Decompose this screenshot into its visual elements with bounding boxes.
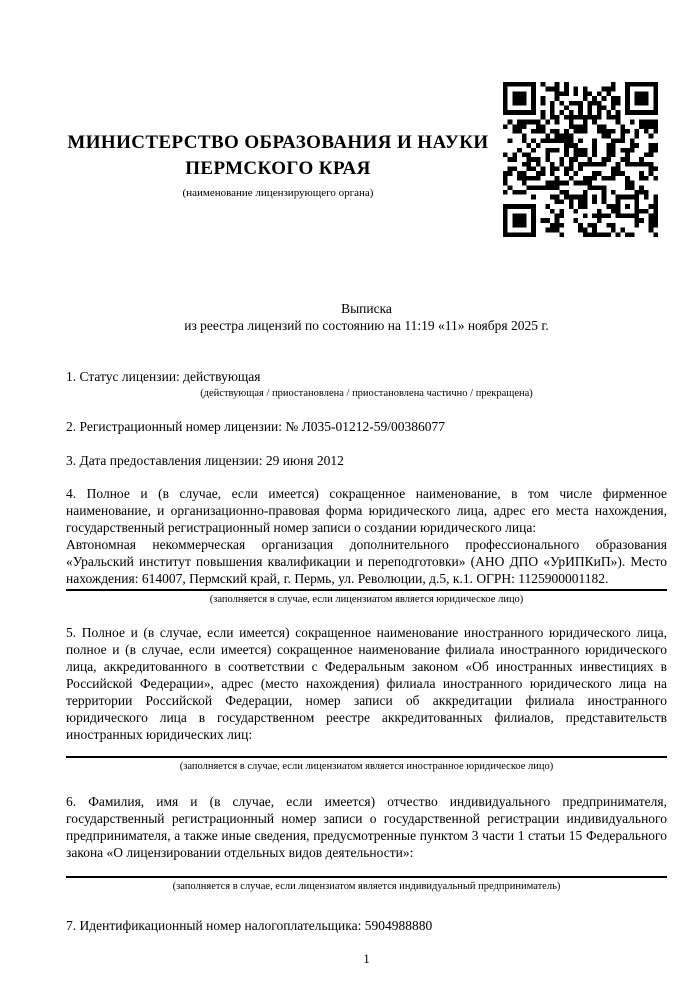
ministry-caption: (наименование лицензирующего органа) xyxy=(182,187,374,199)
item-3-license-date: 3. Дата предоставления лицензии: 29 июня 2012 xyxy=(66,453,344,468)
ministry-name-line2: ПЕРМСКОГО КРАЯ xyxy=(185,158,371,179)
document-subtitle: из реестра лицензий по состоянию на 11:19 «11» ноября 2025 г. xyxy=(184,318,549,333)
page-number: 1 xyxy=(363,951,370,966)
item-1-caption: (действующая / приостановлена / приостановлена частично / прекращена) xyxy=(200,388,533,399)
item-6-caption: (заполняется в случае, если лицензиатом является индивидуальный предприниматель) xyxy=(172,881,561,892)
item-5-caption: (заполняется в случае, если лицензиатом является иностранное юридическое лицо) xyxy=(179,761,554,772)
item-1-status: 1. Статус лицензии: действующая xyxy=(66,369,261,384)
document-title: Выписка xyxy=(341,301,392,316)
fill-in-line xyxy=(66,756,667,758)
document-body xyxy=(66,300,667,967)
item-7-taxpayer-id: 7. Идентификационный номер налогоплательщика: 5904988880 xyxy=(66,918,433,933)
fill-in-line xyxy=(66,589,667,591)
item-2-registration-number: 2. Регистрационный номер лицензии: № Л035-01212-59/00386077 xyxy=(66,419,446,434)
ministry-name-line1: МИНИСТЕРСТВО ОБРАЗОВАНИЯ И НАУКИ xyxy=(67,132,489,153)
item-4-caption: (заполняется в случае, если лицензиатом является юридическое лицо) xyxy=(209,594,524,605)
ministry-header xyxy=(66,130,490,200)
item-4-answer: Автономная некоммерческая организация дополнительного профессионального образования «Уральский институт повышения квалификации и переподготовки» (АНО ДПО «УрИПКиП»). Место нахождения: 614007, Пермский край, г. Пермь, ул. Революции, д.5, к.1. ОГРН: 1125900001182. xyxy=(66,537,667,586)
qr-code xyxy=(503,82,658,237)
item-6-question: 6. Фамилия, имя и (в случае, если имеется) отчество индивидуального предпринимателя, государственный регистрационный номер записи о государственной регистрации индивидуального предпринимателя, а также иные сведения, предусмотренные пунктом 3 части 1 статьи 15 Федерального закона «О лицензировании отдельных видов деятельности»: xyxy=(66,794,667,860)
fill-in-line xyxy=(66,876,667,878)
item-5-question: 5. Полное и (в случае, если имеется) сокращенное наименование иностранного юридического лица, полное и (в случае, если имеется) сокращенное наименование филиала иностранного юридического лица, аккредитованного в соответствии с Федеральным законом «Об иностранных инвестициях в Российской Федерации», адрес (место нахождения) филиала иностранного юридического лица на территории Российской Федерации, номер записи об аккредитации филиала иностранного юридического лица в государственном реестре аккредитованных филиалов, представительств иностранных юридических лиц: xyxy=(66,625,667,742)
item-4-question: 4. Полное и (в случае, если имеется) сокращенное наименование, в том числе фирменное наименование, и организационно-правовая форма юридического лица, адрес его места нахождения, государственный регистрационный номер записи о создании юридического лица: xyxy=(66,486,667,535)
